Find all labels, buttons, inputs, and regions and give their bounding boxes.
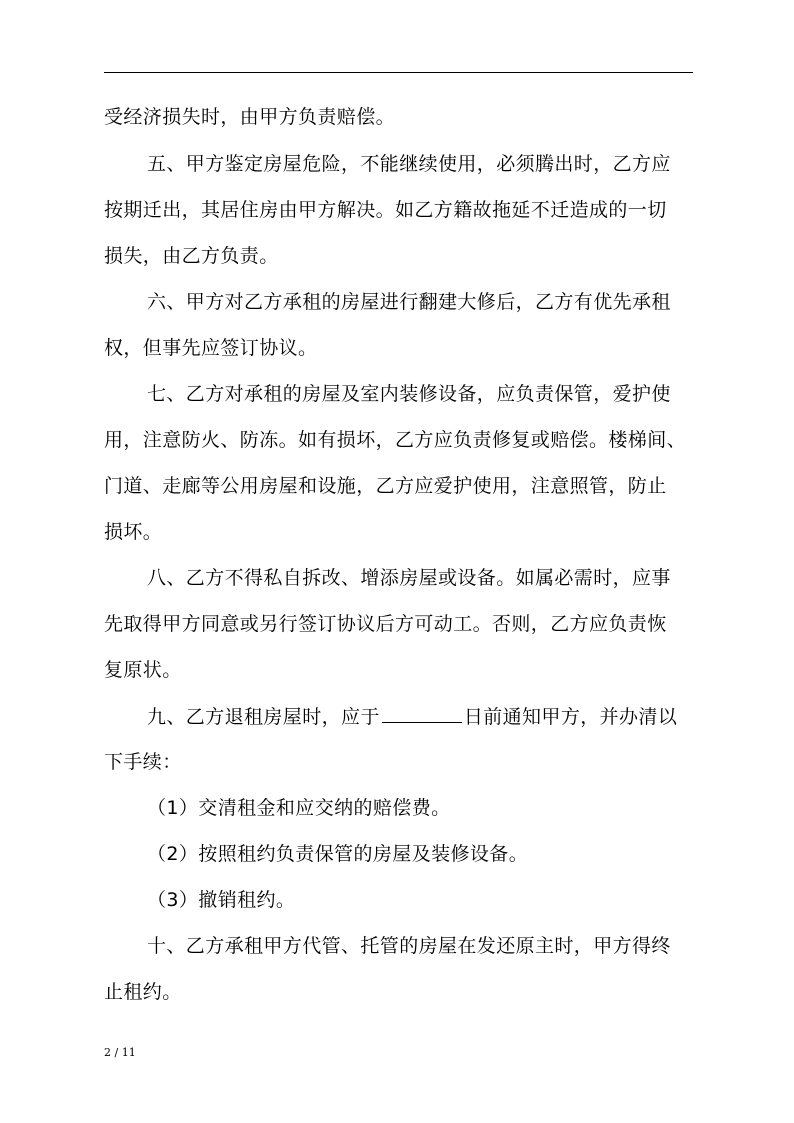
list-item-3: （3）撤销租约。 [147, 889, 296, 911]
clause-7-line-1: 七、乙方对承租的房屋及室内装修设备，应负责保管，爱护使 [147, 383, 671, 405]
clause-5-line-3: 损失，由乙方负责。 [104, 245, 279, 267]
clause-5-line-1: 五、甲方鉴定房屋危险，不能继续使用，必须腾出时，乙方应 [147, 153, 671, 175]
body-line: 受经济损失时，由甲方负责赔偿。 [104, 106, 396, 128]
clause-7-line-2: 用，注意防火、防冻。如有损坏，乙方应负责修复或赔偿。楼梯间、 [104, 429, 687, 451]
clause-10-line-1: 十、乙方承租甲方代管、托管的房屋在发还原主时，甲方得终 [147, 935, 671, 957]
clause-7-line-3: 门道、走廊等公用房屋和设施，乙方应爱护使用，注意照管，防止 [104, 475, 667, 497]
date-blank [382, 704, 462, 723]
clause-6-line-2: 权，但事先应签订协议。 [104, 337, 318, 359]
clause-7-line-4: 损坏。 [104, 521, 163, 543]
header-rule [104, 72, 693, 73]
page-number: 2 / 11 [104, 1046, 136, 1059]
list-item-2: （2）按照租约负责保管的房屋及装修设备。 [147, 843, 529, 865]
clause-9-text-after-blank: 日前通知甲方，并办清以 [463, 706, 678, 728]
clause-9-line-1 [147, 704, 747, 729]
clause-5-line-2: 按期迁出，其居住房由甲方解决。如乙方籍故拖延不迁造成的一切 [104, 199, 667, 221]
clause-8-line-3: 复原状。 [104, 659, 182, 681]
clause-9-line-2: 下手续： [104, 751, 182, 773]
clause-8-line-1: 八、乙方不得私自拆改、增添房屋或设备。如属必需时，应事 [147, 567, 671, 589]
clause-10-line-2: 止租约。 [104, 981, 182, 1003]
clause-6-line-1: 六、甲方对乙方承租的房屋进行翻建大修后，乙方有优先承租 [147, 291, 671, 313]
clause-8-line-2: 先取得甲方同意或另行签订协议后方可动工。否则，乙方应负责恢 [104, 613, 667, 635]
clause-9-text-before-blank: 九、乙方退租房屋时，应于 [147, 706, 380, 728]
list-item-1: （1）交清租金和应交纳的赔偿费。 [147, 797, 451, 819]
